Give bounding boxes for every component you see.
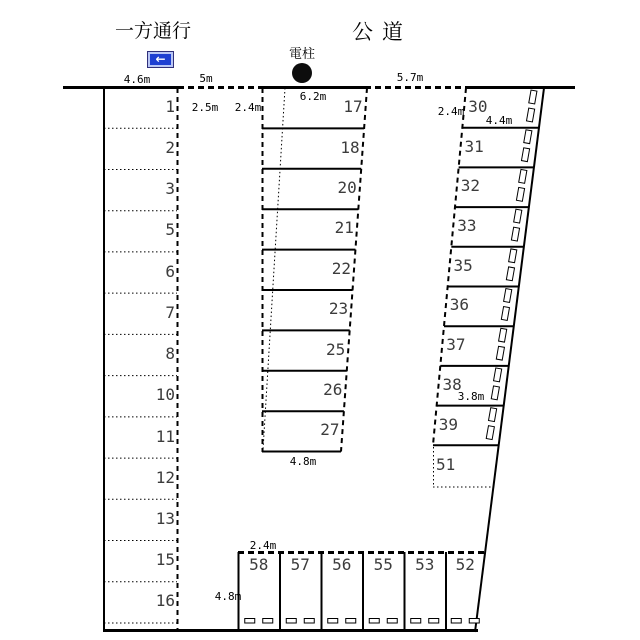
wheel-stop-icon (346, 619, 356, 624)
measure-mid-col-width: 2.4m (234, 101, 262, 114)
wheel-stop-icon (486, 426, 494, 440)
one-way-label: 一方通行 (114, 20, 191, 42)
wheel-stop-icon (529, 90, 537, 104)
space-10: 10 (155, 385, 175, 405)
wheel-stop-icon (514, 209, 522, 223)
measure-mid-col-top: 6.2m (299, 90, 327, 103)
utility-pole-label: 電柱 (288, 47, 315, 62)
measure-bottom-row-width: 2.4m (249, 539, 277, 552)
space-38: 38 (442, 374, 462, 394)
space-26: 26 (323, 380, 343, 399)
wheel-stop-icon (516, 187, 524, 201)
wheel-stop-icon (509, 249, 517, 263)
space-56: 56 (332, 555, 352, 574)
space-35: 35 (453, 255, 473, 275)
wheel-stop-icon (501, 307, 509, 321)
space-57: 57 (290, 555, 310, 574)
wheel-stop-icon (411, 619, 421, 624)
space-27: 27 (320, 420, 340, 440)
wheel-stop-icon (328, 619, 338, 624)
wheel-stop-icon (511, 227, 519, 241)
space-16: 16 (155, 591, 175, 611)
wheel-stop-icon (387, 619, 397, 624)
space-36: 36 (449, 295, 470, 315)
space-2: 2 (165, 137, 175, 157)
wheel-stop-icon (506, 267, 514, 281)
wheel-stop-icon (304, 619, 314, 624)
left-arrow-icon: ← (155, 52, 166, 66)
space-13: 13 (155, 508, 175, 528)
wheel-stop-icon (489, 408, 497, 422)
wheel-stop-icon (286, 619, 296, 624)
space-37: 37 (446, 335, 466, 355)
wheel-stop-icon (504, 289, 512, 303)
measure-right-col-width: 2.4m (437, 105, 465, 118)
space-39: 39 (438, 414, 459, 434)
right-column-lines (433, 88, 544, 632)
space-25: 25 (326, 339, 346, 359)
space-21: 21 (334, 218, 354, 238)
space-52: 52 (455, 555, 475, 574)
space-3: 3 (165, 179, 175, 199)
wheel-stop-icon (519, 169, 527, 183)
wheel-stop-icon (429, 619, 439, 624)
wheel-stop-icon (263, 619, 273, 624)
space-7: 7 (165, 302, 175, 322)
space-18: 18 (340, 137, 360, 157)
wheel-stop-icon (451, 619, 461, 624)
space-55: 55 (373, 555, 393, 574)
space-6: 6 (165, 261, 175, 281)
space-15: 15 (155, 550, 175, 570)
measure-space30-width: 4.4m (485, 114, 513, 127)
space-30: 30 (468, 96, 488, 116)
space-11: 11 (155, 426, 175, 446)
space-31: 31 (464, 136, 484, 156)
wheel-stop-icon (524, 130, 532, 144)
wheel-stop-icon (245, 619, 255, 624)
wheel-stop-icon (469, 619, 479, 624)
wheel-stop-icon (496, 346, 504, 360)
measure-road-left: 4.6m (123, 73, 151, 86)
measure-bottom-row-depth: 4.8m (214, 590, 242, 603)
measure-entrance-right: 5.7m (396, 71, 424, 84)
measure-mid-col-bottom: 4.8m (289, 455, 317, 468)
space-22: 22 (331, 258, 351, 278)
wheel-stop-icon (526, 108, 534, 122)
space-17: 17 (343, 97, 363, 117)
measure-left-col-width: 2.5m (191, 101, 219, 114)
public-road-label: 公道 (352, 20, 412, 44)
wheel-stop-icon (369, 619, 379, 624)
space-58: 58 (249, 555, 269, 574)
space-8: 8 (165, 344, 175, 363)
space-32: 32 (460, 176, 481, 196)
wheel-stop-icon (499, 328, 507, 342)
space-33: 33 (457, 216, 477, 235)
measure-space38-width: 3.8m (457, 390, 485, 403)
space-5: 5 (165, 220, 175, 240)
space-1: 1 (165, 96, 175, 116)
wheel-stop-icon (494, 368, 502, 382)
space-51: 51 (436, 455, 456, 474)
space-23: 23 (328, 299, 349, 319)
space-53: 53 (415, 555, 435, 574)
space-20: 20 (337, 178, 357, 197)
measure-entrance-left: 5m (199, 72, 213, 85)
space-12: 12 (155, 467, 175, 487)
wheel-stop-icon (521, 148, 529, 162)
